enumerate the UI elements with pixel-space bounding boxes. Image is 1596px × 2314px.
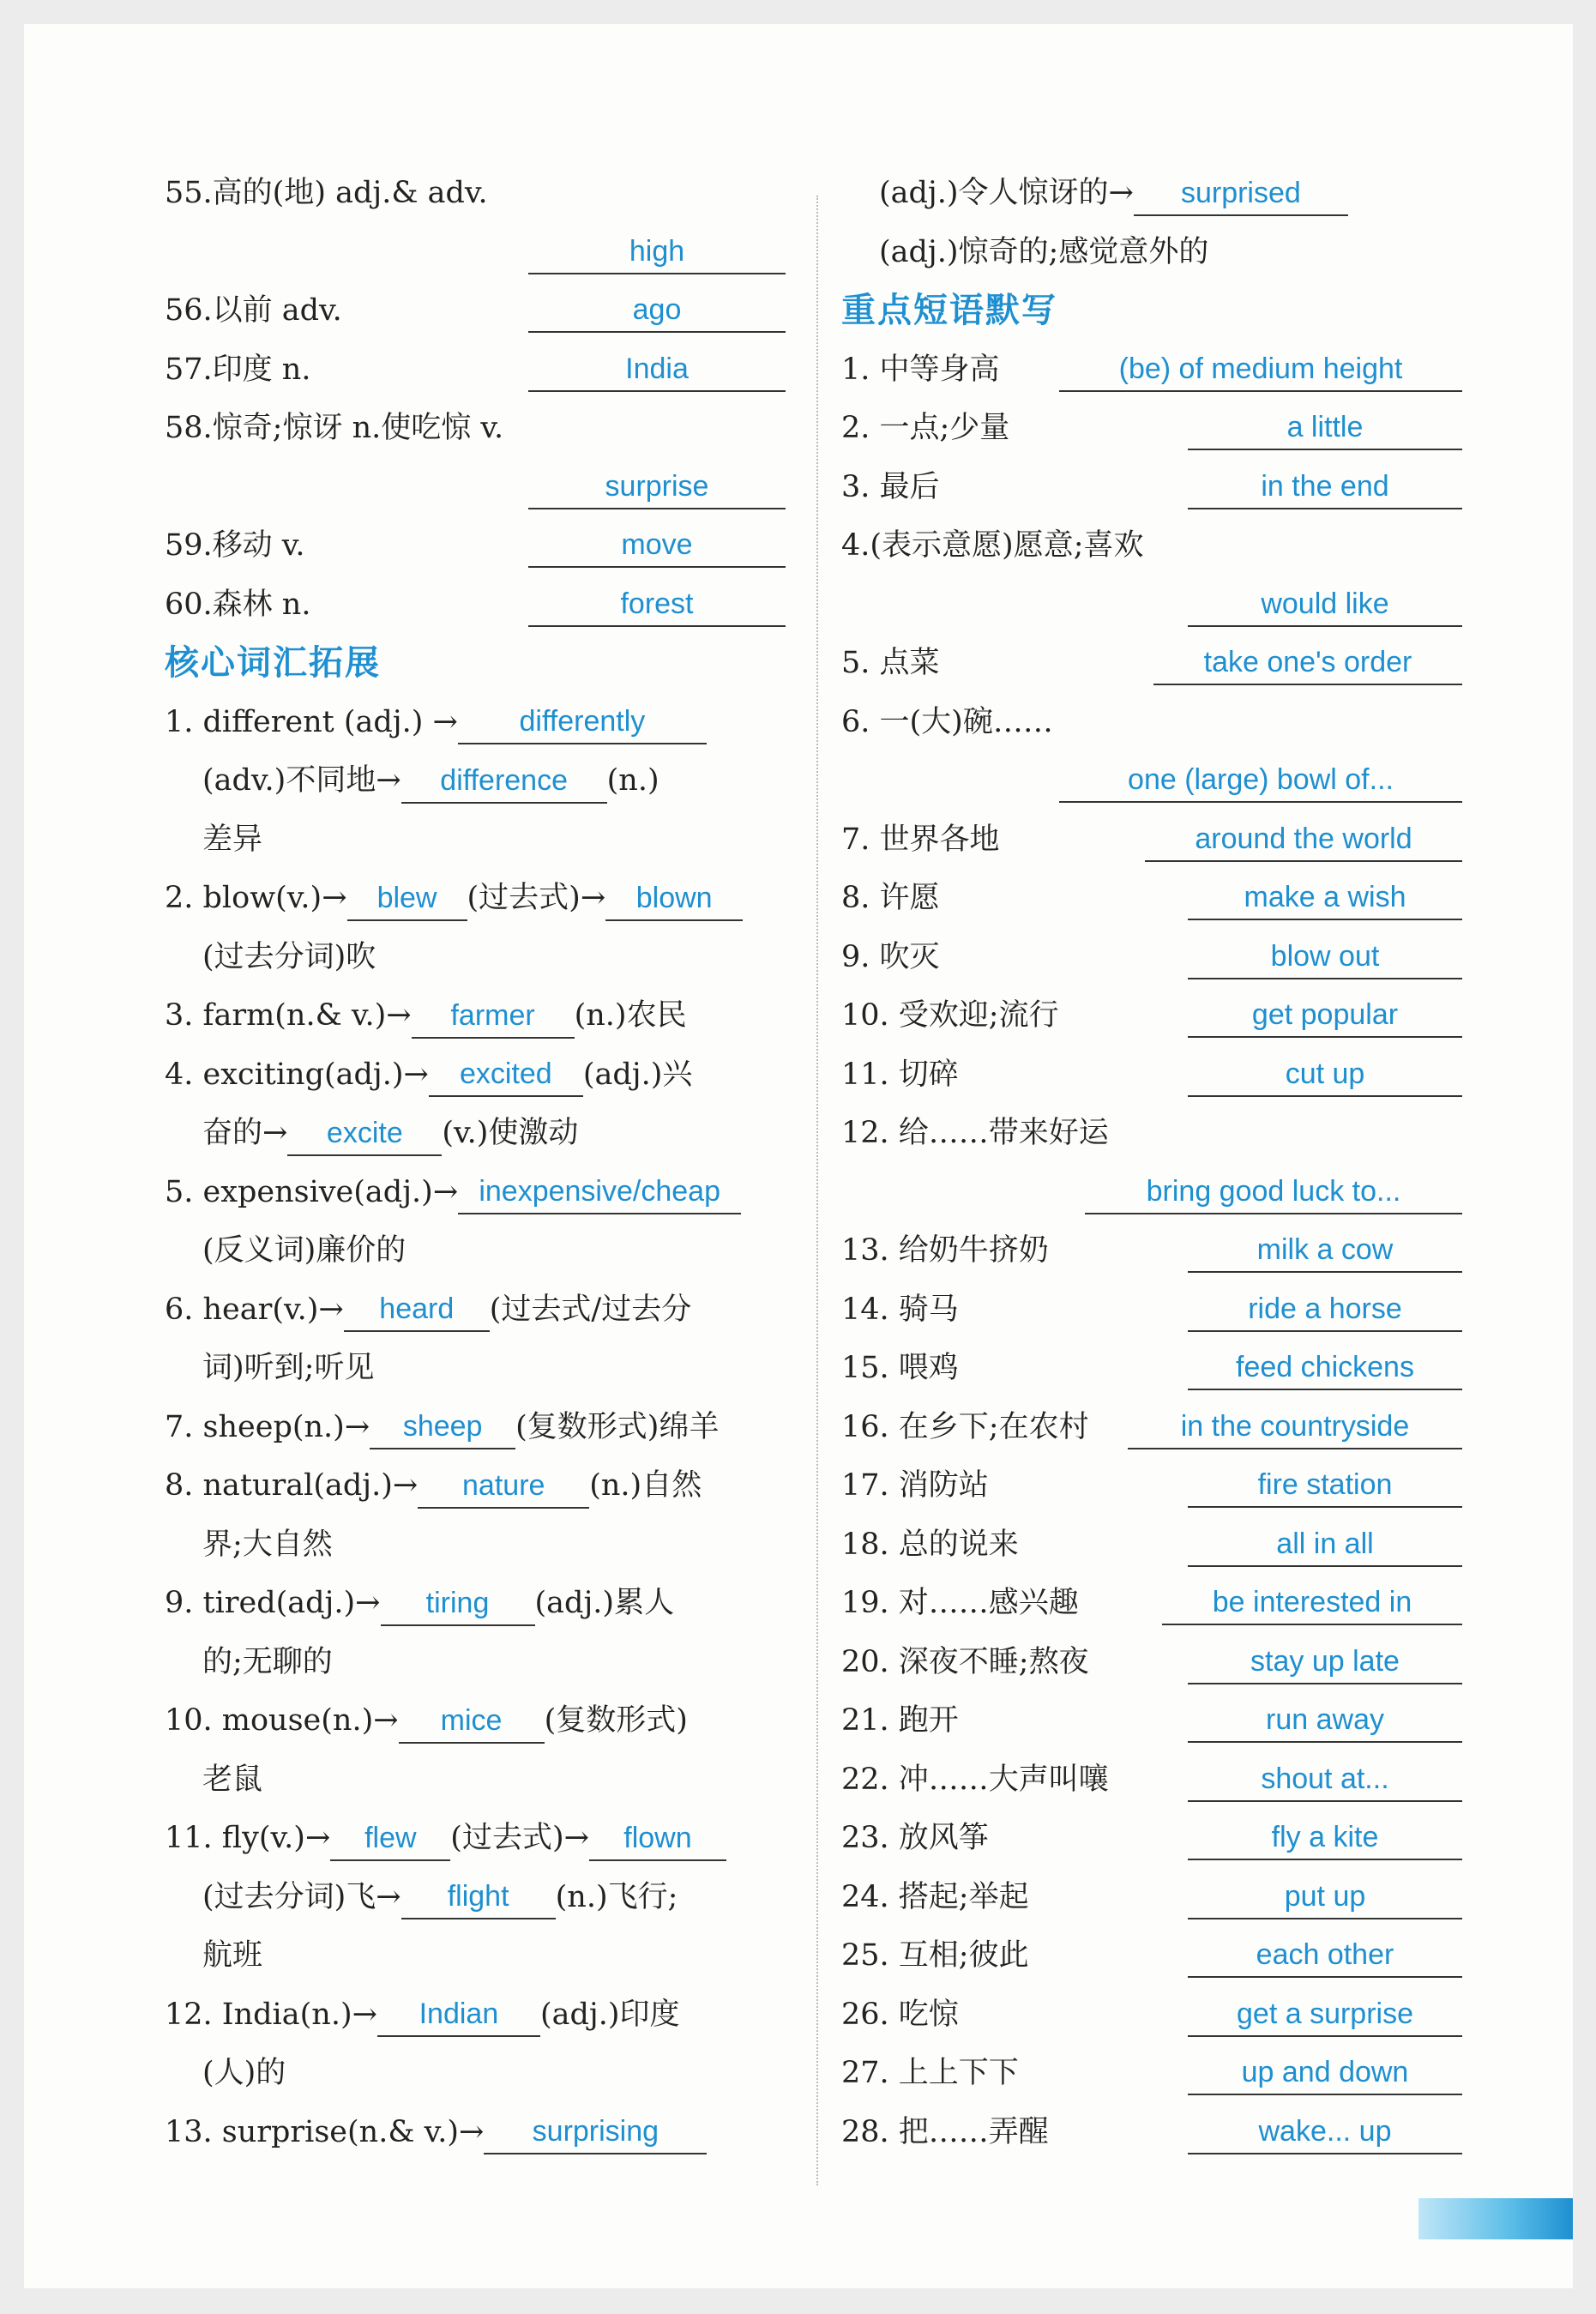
- prompt-text: 5. 点菜: [841, 646, 940, 680]
- exercise-line: [165, 340, 786, 400]
- exercise-line: [165, 751, 786, 811]
- prompt-text: 60.森林 n.: [165, 587, 311, 622]
- column-divider: [816, 196, 818, 2185]
- prompt-text: 5. expensive(adj.)→: [165, 1174, 459, 1209]
- exercise-line: [841, 751, 1462, 811]
- exercise-line: [165, 1221, 786, 1281]
- prompt-suffix: (n.): [606, 763, 659, 798]
- prompt-text: (过去分词)飞→: [202, 1879, 401, 1914]
- exercise-line: [841, 1574, 1462, 1633]
- answer-blank[interactable]: fly a kite: [1188, 1817, 1462, 1860]
- left-column: [165, 164, 786, 2161]
- prompt-text: 19. 对……感兴趣: [841, 1586, 1079, 1620]
- exercise-line: [841, 1986, 1462, 2045]
- answer-blank[interactable]: feed chickens: [1188, 1347, 1462, 1390]
- prompt-suffix: (复数形式)绵羊: [515, 1409, 720, 1444]
- answer-blank[interactable]: difference: [401, 761, 607, 804]
- answer-blank[interactable]: fire station: [1188, 1465, 1462, 1508]
- prompt-text: 10. 受欢迎;流行: [841, 998, 1059, 1033]
- answer-blank[interactable]: surprise: [528, 467, 786, 509]
- answer-blank[interactable]: stay up late: [1188, 1642, 1462, 1684]
- exercise-line: [841, 1456, 1462, 1516]
- prompt-text: 1. 中等身高: [841, 352, 1000, 387]
- answer-blank[interactable]: India: [528, 349, 786, 392]
- answer-blank[interactable]: blown: [605, 878, 743, 921]
- answer-blank[interactable]: excited: [429, 1054, 583, 1097]
- exercise-line: [165, 1751, 786, 1810]
- exercise-line: [165, 516, 786, 575]
- prompt-text: (过去分词)吹: [202, 939, 376, 974]
- exercise-line: [841, 2044, 1462, 2103]
- prompt-text: 16. 在乡下;在农村: [841, 1409, 1089, 1444]
- exercise-line: [841, 340, 1462, 400]
- prompt-text: 28. 把……弄醒: [841, 2114, 1049, 2149]
- prompt-text: 的;无聊的: [202, 1644, 333, 1679]
- answer-blank[interactable]: ago: [528, 290, 786, 333]
- prompt-text: 3. farm(n.& v.)→: [165, 998, 412, 1033]
- prompt-text: (adj.)令人惊讶的→: [879, 176, 1134, 210]
- exercise-line: [165, 1339, 786, 1398]
- answer-blank[interactable]: mice: [399, 1701, 545, 1744]
- answer-blank[interactable]: put up: [1188, 1877, 1462, 1919]
- prompt-text: 26. 吃惊: [841, 1997, 959, 2032]
- prompt-text: 奋的→: [202, 1116, 288, 1150]
- prompt-text: (人)的: [202, 2056, 286, 2090]
- exercise-line: [841, 1281, 1462, 1340]
- exercise-line: [165, 399, 786, 458]
- prompt-text: 23. 放风筝: [841, 1821, 989, 1855]
- answer-blank[interactable]: surprised: [1134, 173, 1348, 216]
- exercise-line: [841, 1809, 1462, 1868]
- prompt-text: 界;大自然: [202, 1527, 333, 1562]
- prompt-text: 58.惊奇;惊讶 n.使吃惊 v.: [165, 411, 504, 445]
- exercise-line: [841, 1398, 1462, 1457]
- prompt-text: 13. 给奶牛挤奶: [841, 1233, 1049, 1268]
- answer-blank[interactable]: in the end: [1188, 467, 1462, 509]
- exercise-line: [165, 1633, 786, 1692]
- prompt-text: 21. 跑开: [841, 1703, 959, 1738]
- answer-blank[interactable]: be interested in: [1162, 1582, 1462, 1625]
- answer-blank[interactable]: around the world: [1145, 819, 1462, 862]
- page-tab-decoration: [1418, 2198, 1573, 2239]
- exercise-line: [165, 928, 786, 987]
- exercise-line: [165, 1926, 786, 1986]
- exercise-line: [165, 1398, 786, 1457]
- prompt-text: 11. 切碎: [841, 1057, 959, 1092]
- prompt-suffix: (adj.)累人: [534, 1586, 675, 1620]
- exercise-line: [841, 575, 1462, 635]
- prompt-text: (反义词)廉价的: [202, 1233, 407, 1268]
- answer-blank[interactable]: flight: [401, 1877, 556, 1919]
- answer-blank[interactable]: flew: [330, 1818, 450, 1861]
- exercise-line: [165, 458, 786, 517]
- prompt-text: 2. blow(v.)→: [165, 881, 347, 915]
- answer-blank[interactable]: (be) of medium height: [1059, 349, 1462, 392]
- prompt-text: 57.印度 n.: [165, 352, 311, 387]
- answer-blank[interactable]: heard: [344, 1289, 490, 1332]
- answer-blank[interactable]: cut up: [1188, 1054, 1462, 1097]
- prompt-text: 25. 互相;彼此: [841, 1938, 1029, 1973]
- exercise-line: [165, 986, 786, 1046]
- prompt-suffix: (复数形式): [544, 1703, 688, 1738]
- prompt-text: 11. fly(v.)→: [165, 1821, 331, 1855]
- prompt-text: 8. natural(adj.)→: [165, 1468, 419, 1503]
- prompt-text: 6. hear(v.)→: [165, 1292, 344, 1327]
- prompt-suffix: (n.)农民: [574, 998, 687, 1033]
- prompt-text: 9. 吹灭: [841, 939, 940, 974]
- exercise-line: [841, 223, 1462, 282]
- prompt-suffix: (v.)使激动: [442, 1116, 579, 1150]
- exercise-line: [841, 1221, 1462, 1281]
- exercise-line: [165, 693, 786, 752]
- exercise-line: [165, 281, 786, 340]
- exercise-line: [165, 1516, 786, 1575]
- prompt-text: 14. 骑马: [841, 1292, 959, 1327]
- answer-blank[interactable]: would like: [1188, 584, 1462, 627]
- prompt-text: 航班: [202, 1938, 263, 1973]
- prompt-text: 4.(表示意愿)愿意;喜欢: [841, 528, 1144, 563]
- exercise-line: [841, 2103, 1462, 2162]
- prompt-suffix: (过去式/过去分: [489, 1292, 692, 1327]
- exercise-line: [841, 1516, 1462, 1575]
- exercise-line: [841, 1751, 1462, 1810]
- exercise-line: [841, 928, 1462, 987]
- prompt-suffix: (adj.)兴: [582, 1057, 693, 1092]
- exercise-line: [165, 1986, 786, 2045]
- answer-blank[interactable]: flown: [589, 1818, 726, 1861]
- exercise-line: [165, 223, 786, 282]
- prompt-text: 10. mouse(n.)→: [165, 1703, 399, 1738]
- exercise-line: [841, 986, 1462, 1046]
- prompt-text: 20. 深夜不睡;熬夜: [841, 1644, 1089, 1679]
- prompt-text: 7. sheep(n.)→: [165, 1409, 370, 1444]
- prompt-text: 12. India(n.)→: [165, 1997, 377, 2032]
- answer-blank[interactable]: bring good luck to...: [1085, 1172, 1462, 1214]
- answer-blank[interactable]: differently: [458, 702, 707, 744]
- exercise-line: [841, 1868, 1462, 1927]
- exercise-line: [165, 575, 786, 635]
- exercise-line: [165, 2103, 786, 2162]
- prompt-suffix: (n.)飞行;: [555, 1879, 678, 1914]
- answer-blank[interactable]: one (large) bowl of...: [1059, 760, 1462, 803]
- answer-blank[interactable]: high: [528, 232, 786, 274]
- prompt-suffix: (n.)自然: [589, 1468, 702, 1503]
- prompt-text: (adv.)不同地→: [202, 763, 401, 798]
- workbook-page: [24, 24, 1573, 2288]
- exercise-line: [165, 1163, 786, 1222]
- exercise-line: [841, 1691, 1462, 1751]
- answer-blank[interactable]: all in all: [1188, 1524, 1462, 1567]
- prompt-text: 59.移动 v.: [165, 528, 305, 563]
- prompt-text: 24. 搭起;举起: [841, 1879, 1029, 1914]
- answer-blank[interactable]: make a wish: [1188, 877, 1462, 920]
- answer-blank[interactable]: Indian: [377, 1994, 540, 2037]
- prompt-text: 12. 给……带来好运: [841, 1116, 1109, 1150]
- exercise-line: [841, 399, 1462, 458]
- prompt-text: 9. tired(adj.)→: [165, 1586, 381, 1620]
- exercise-line: [841, 811, 1462, 870]
- exercise-line: [165, 1046, 786, 1105]
- exercise-line: [841, 1163, 1462, 1222]
- exercise-line: [165, 1574, 786, 1633]
- prompt-text: 4. exciting(adj.)→: [165, 1057, 429, 1092]
- exercise-line: [841, 458, 1462, 517]
- prompt-text: 15. 喂鸡: [841, 1351, 959, 1385]
- prompt-text: 词)听到;听见: [202, 1351, 375, 1385]
- section-title: 重点短语默写: [841, 291, 1057, 330]
- answer-blank[interactable]: shout at...: [1188, 1759, 1462, 1802]
- right-column: [841, 164, 1462, 2161]
- prompt-suffix: (过去式)→: [467, 881, 606, 915]
- answer-blank[interactable]: tiring: [381, 1583, 535, 1626]
- exercise-line: [165, 1281, 786, 1340]
- answer-blank[interactable]: run away: [1188, 1700, 1462, 1743]
- prompt-text: 56.以前 adv.: [165, 293, 342, 328]
- exercise-line: [841, 1046, 1462, 1105]
- prompt-text: 3. 最后: [841, 469, 940, 504]
- answer-blank[interactable]: blew: [347, 878, 467, 921]
- answer-blank[interactable]: in the countryside: [1128, 1407, 1462, 1449]
- prompt-text: 差异: [202, 822, 263, 857]
- exercise-line: [165, 2044, 786, 2103]
- answer-blank[interactable]: ride a horse: [1188, 1289, 1462, 1332]
- exercise-line: [841, 1104, 1462, 1163]
- exercise-line: [841, 1339, 1462, 1398]
- exercise-line: [841, 164, 1462, 223]
- prompt-text: 17. 消防站: [841, 1468, 989, 1503]
- answer-blank[interactable]: surprising: [484, 2112, 707, 2154]
- answer-blank[interactable]: each other: [1188, 1935, 1462, 1978]
- prompt-text: 27. 上上下下: [841, 2056, 1019, 2090]
- answer-blank[interactable]: take one's order: [1153, 642, 1462, 685]
- answer-blank[interactable]: inexpensive/cheap: [458, 1172, 741, 1214]
- exercise-line: [841, 869, 1462, 928]
- exercise-line: [841, 516, 1462, 575]
- exercise-line: [165, 811, 786, 870]
- answer-blank[interactable]: milk a cow: [1188, 1230, 1462, 1273]
- exercise-line: [165, 869, 786, 928]
- prompt-text: 7. 世界各地: [841, 822, 1000, 857]
- answer-blank[interactable]: sheep: [370, 1407, 515, 1449]
- prompt-suffix: (过去式)→: [450, 1821, 589, 1855]
- prompt-text: 13. surprise(n.& v.)→: [165, 2114, 485, 2149]
- prompt-text: 22. 冲……大声叫嚷: [841, 1762, 1109, 1797]
- answer-blank[interactable]: blow out: [1188, 937, 1462, 979]
- answer-blank[interactable]: excite: [287, 1113, 442, 1156]
- exercise-line: [165, 1691, 786, 1751]
- answer-blank[interactable]: get a surprise: [1188, 1994, 1462, 2037]
- answer-blank[interactable]: up and down: [1188, 2052, 1462, 2095]
- section-title: 核心词汇拓展: [165, 643, 381, 683]
- exercise-line: [165, 164, 786, 223]
- prompt-text: 2. 一点;少量: [841, 411, 1010, 445]
- prompt-suffix: (adj.)印度: [539, 1997, 680, 2032]
- prompt-text: 18. 总的说来: [841, 1527, 1019, 1562]
- answer-blank[interactable]: forest: [528, 584, 786, 627]
- prompt-text: 1. different (adj.) →: [165, 704, 458, 739]
- answer-blank[interactable]: get popular: [1188, 995, 1462, 1038]
- exercise-line: [165, 1456, 786, 1516]
- answer-blank[interactable]: nature: [418, 1466, 589, 1509]
- prompt-text: 6. 一(大)碗……: [841, 704, 1053, 739]
- exercise-line: [841, 1633, 1462, 1692]
- exercise-line: [165, 1809, 786, 1868]
- answer-blank[interactable]: farmer: [412, 996, 575, 1039]
- exercise-line: [841, 1926, 1462, 1986]
- prompt-text: 8. 许愿: [841, 881, 940, 915]
- exercise-line: [165, 1104, 786, 1163]
- exercise-line: [165, 1868, 786, 1927]
- prompt-text: (adj.)惊奇的;感觉意外的: [879, 234, 1209, 269]
- answer-blank[interactable]: move: [528, 525, 786, 568]
- prompt-text: 老鼠: [202, 1762, 263, 1797]
- exercise-line: [841, 693, 1462, 752]
- answer-blank[interactable]: a little: [1188, 407, 1462, 450]
- prompt-text: 55.高的(地) adj.& adv.: [165, 176, 488, 210]
- exercise-line: [841, 634, 1462, 693]
- answer-blank[interactable]: wake... up: [1188, 2112, 1462, 2154]
